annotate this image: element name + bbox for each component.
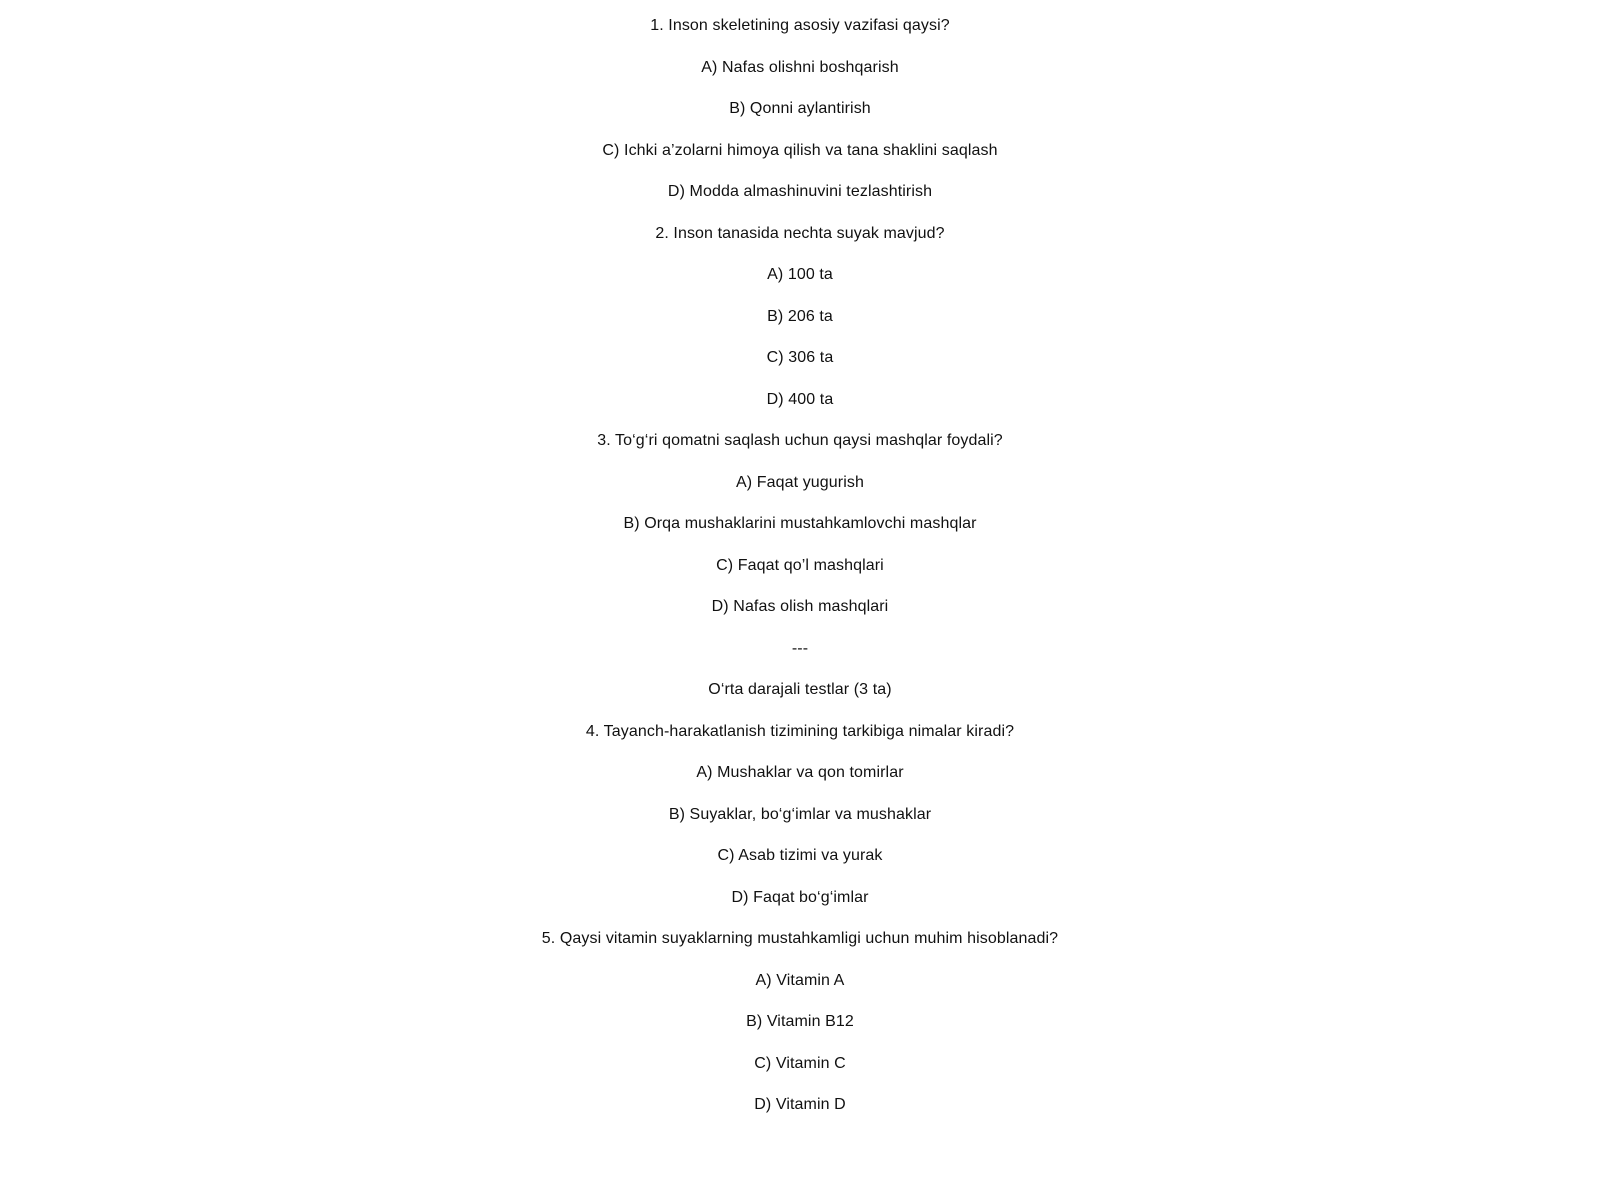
question-2-option-d: D) 400 ta <box>766 390 834 408</box>
question-2: 2. Inson tanasida nechta suyak mavjud? <box>655 224 945 242</box>
question-5-option-d: D) Vitamin D <box>754 1096 846 1113</box>
question-2-option-a: A) 100 ta <box>767 266 833 283</box>
question-2-option-b: B) 206 ta <box>767 307 833 325</box>
document-body <box>0 15 1600 1136</box>
question-4: 4. Tayanch-harakatlanish tizimining tarkibiga nimalar kiradi? <box>585 722 1015 740</box>
question-5: 5. Qaysi vitamin suyaklarning mustahkamligi uchun muhim hisoblanadi? <box>541 930 1059 947</box>
question-1-option-b: B) Qonni aylantirish <box>729 100 871 117</box>
question-3-option-c: C) Faqat qo’l mashqlari <box>716 556 884 574</box>
question-4-option-c: C) Asab tizimi va yurak <box>717 847 883 864</box>
question-3: 3. To‘g‘ri qomatni saqlash uchun qaysi mashqlar foydali? <box>597 432 1003 449</box>
question-1-option-c: C) Ichki a’zolarni himoya qilish va tana shaklini saqlash <box>602 141 998 159</box>
question-4-option-d: D) Faqat bo‘g‘imlar <box>731 888 869 906</box>
question-4-option-a: A) Mushaklar va qon tomirlar <box>696 764 904 781</box>
question-5-option-b: B) Vitamin B12 <box>746 1013 854 1030</box>
question-3-option-a: A) Faqat yugurish <box>736 473 864 491</box>
question-1-option-d: D) Modda almashinuvini tezlashtirish <box>667 183 933 200</box>
question-5-option-a: A) Vitamin A <box>755 971 845 989</box>
question-1-option-a: A) Nafas olishni boshqarish <box>701 58 899 76</box>
question-1: 1. Inson skeletining asosiy vazifasi qaysi? <box>650 17 950 34</box>
question-4-option-b: B) Suyaklar, bo‘g‘imlar va mushaklar <box>668 805 932 823</box>
question-3-option-b: B) Orqa mushaklarini mustahkamlovchi mashqlar <box>623 515 977 532</box>
question-5-option-c: C) Vitamin C <box>754 1054 846 1072</box>
section-heading: O‘rta darajali testlar (3 ta) <box>708 681 892 698</box>
question-3-option-d: D) Nafas olish mashqlari <box>711 598 889 615</box>
question-2-option-c: C) 306 ta <box>766 349 834 366</box>
section-divider: --- <box>791 639 809 657</box>
